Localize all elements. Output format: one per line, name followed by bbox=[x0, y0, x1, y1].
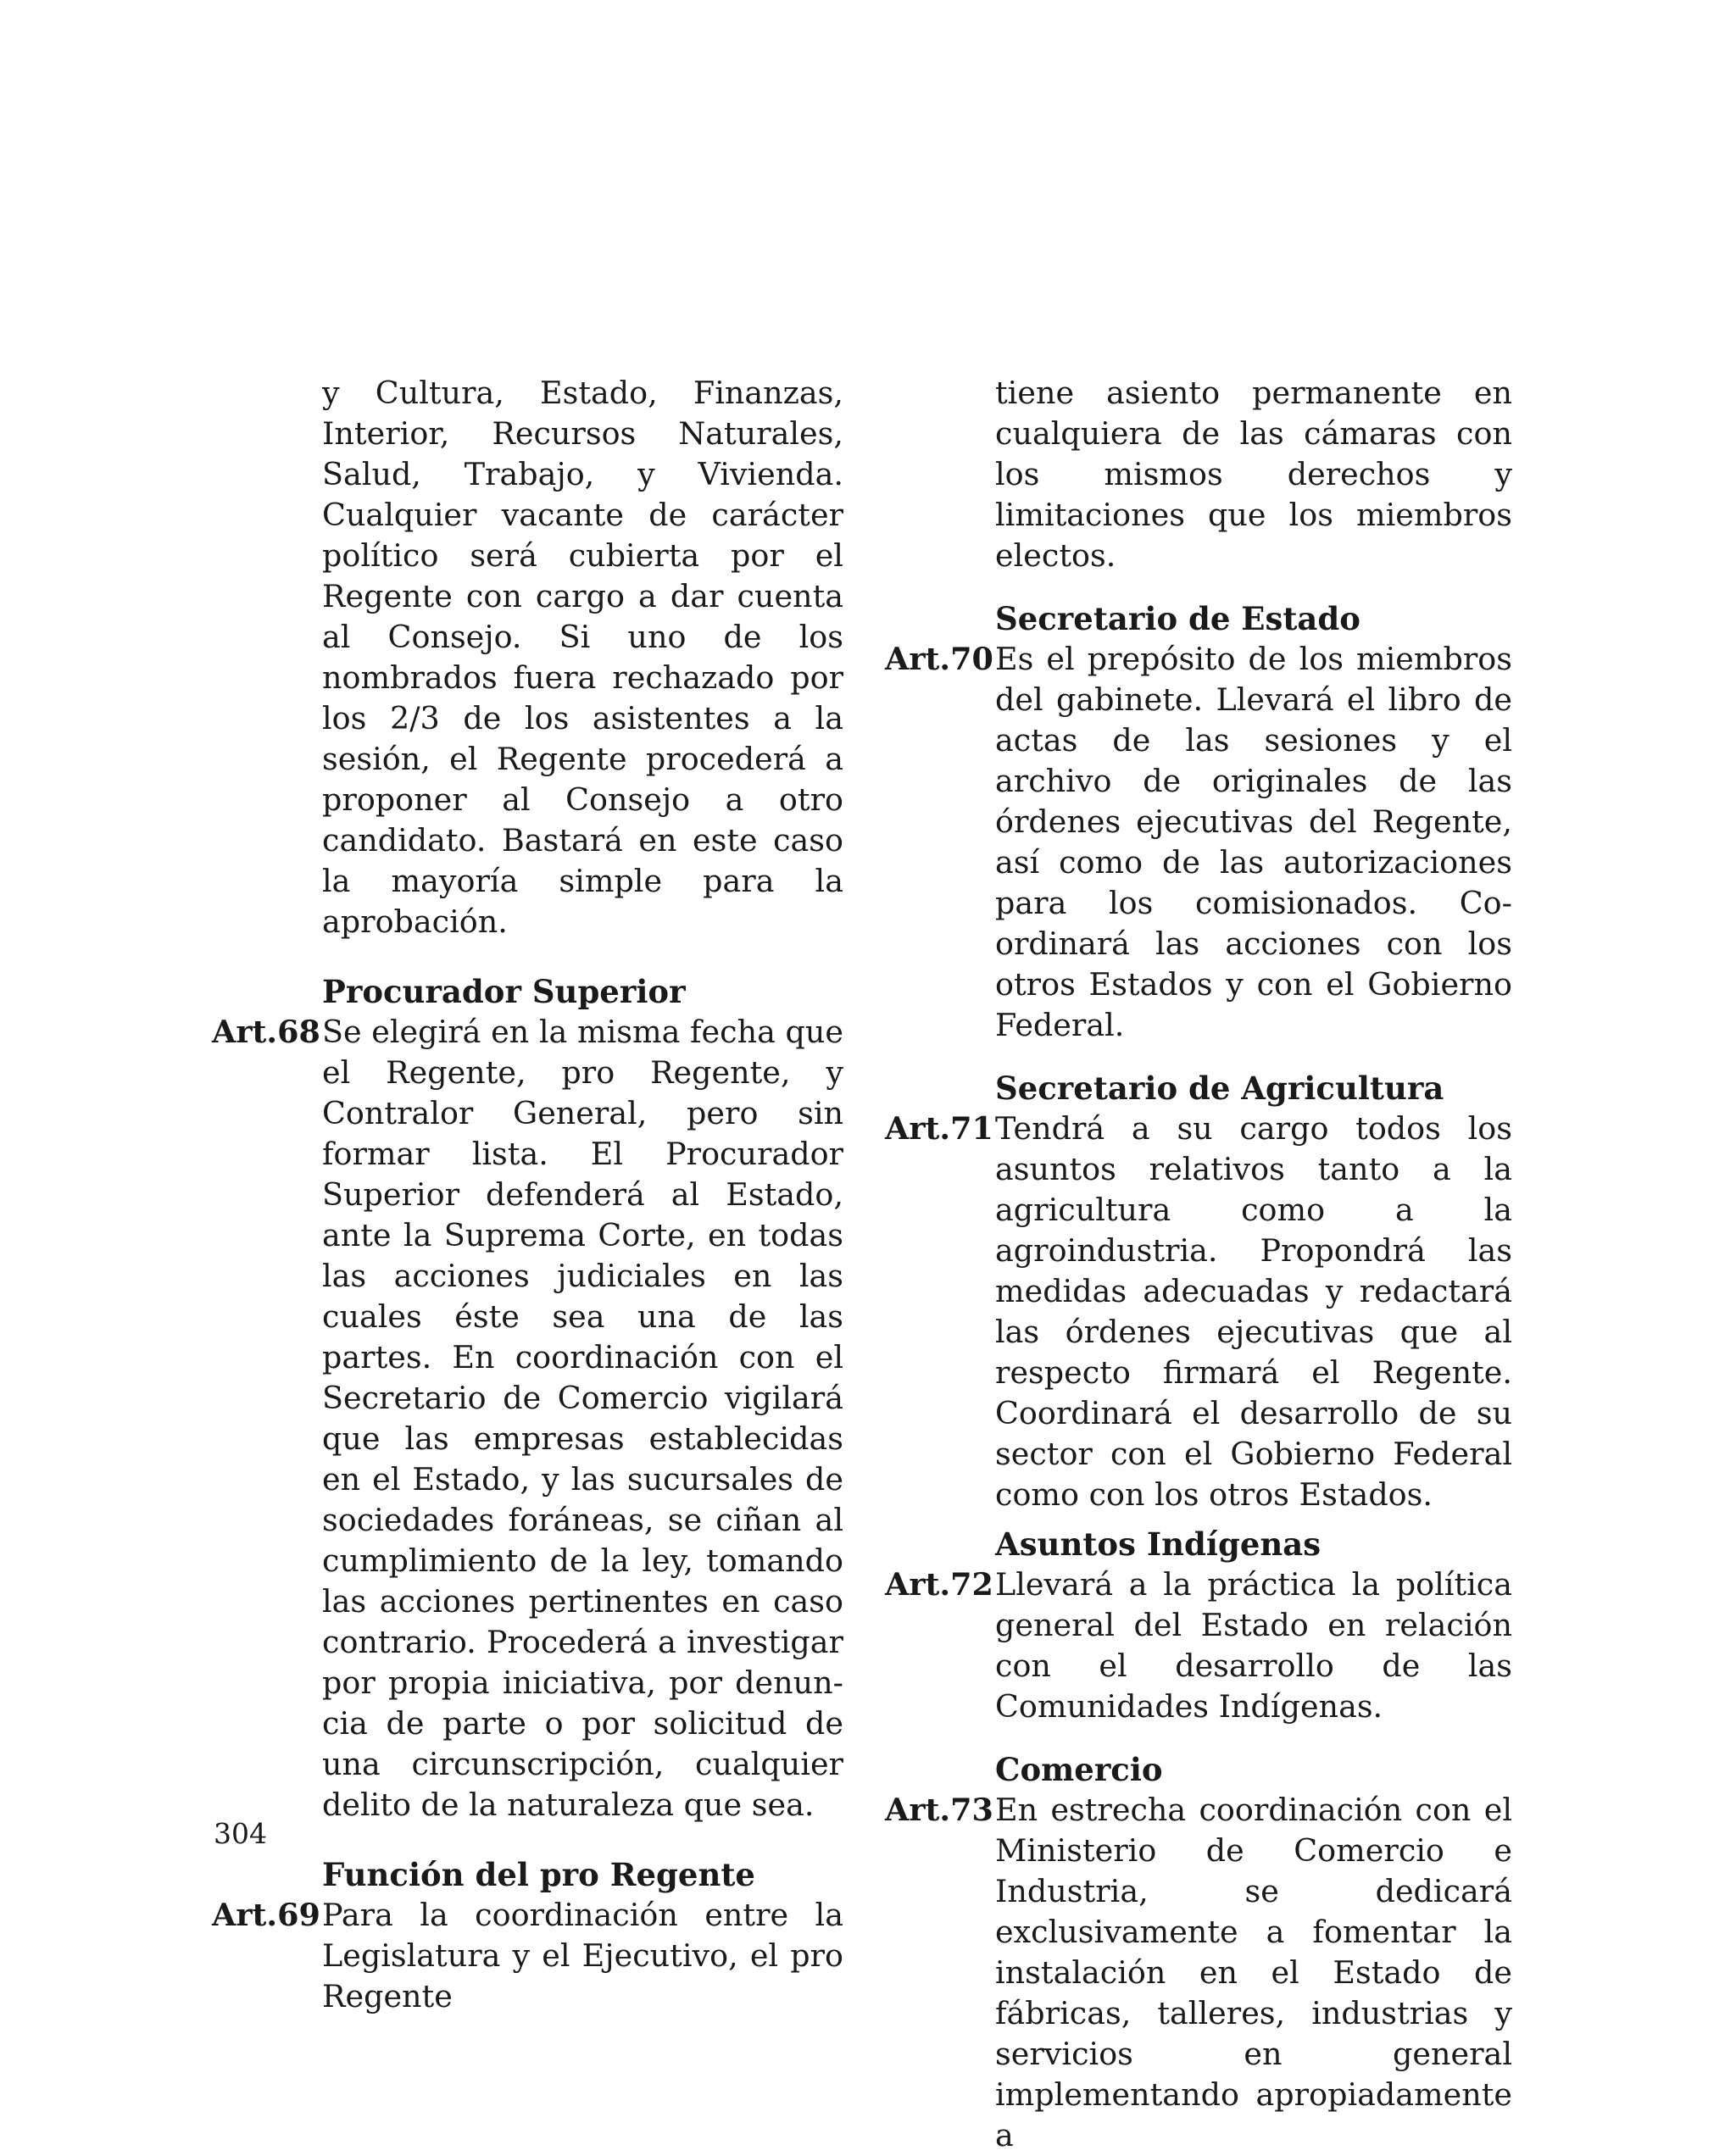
paragraph-text: tiene asiento permanente en cualquiera de las cámaras con los mismos derechos y limitaciones que los miembros electos. bbox=[995, 375, 1512, 574]
paragraph-text: y Cultura, Estado, Finanzas, Interior, Recursos Naturales, Salud, Trabajo, y Vivienda. Cualquier vacante de carácter político será cubierta por el Regente con cargo a dar cuenta al Consejo. Si uno de los nombrados fuera rechazado por los 2/3 de los asistentes a la sesión, el Regente procederá a proponer al Consejo a otro candidato. Bastará en este caso la mayoría simple para la aprobación. bbox=[322, 375, 843, 940]
section-heading: Comercio bbox=[995, 1751, 1163, 1788]
article-paragraph bbox=[885, 1790, 1512, 2156]
article-text: Llevará a la práctica la política general del Estado en relación con el desarrollo de las Comunidades Indígenas. bbox=[995, 1566, 1512, 1725]
article-text: Es el prepósito de los miembros del gabinete. Llevará el libro de actas de las sesiones y el archivo de originales de las órdenes ejecutivas del Regente, así como de las autorizaciones para los comisionados. Coordinará las acciones con los otros Estados y con el Gobierno Federal. bbox=[995, 641, 1512, 1043]
section-heading: Procurador Superior bbox=[322, 973, 686, 1010]
article-text: Para la coordinación entre la Legislatura y el Ejecutivo, el pro Regente bbox=[322, 1897, 843, 2014]
section-heading: Secretario de Estado bbox=[995, 600, 1360, 637]
article-number: Art.73 bbox=[885, 1792, 993, 1828]
article-text: Se elegirá en la misma fecha que el Regente, pro Regente, y Contralor General, pero sin formar lista. El Procurador Superior defenderá al Estado, ante la Suprema Corte, en todas las acciones judiciales en las cuales éste sea una de las partes. En coordinación con el Secretario de Comercio vigilará que las empresas establecidas en el Estado, y las sucursales de sociedades foráneas, se ciñan al cumplimiento de la ley, tomando las acciones pertinentes en caso contrario. Procederá a investigar por propia iniciativa, por denuncia de parte o por solicitud de una circunscripción, cualquier delito de la naturaleza que sea. bbox=[322, 1014, 843, 1823]
article-number: Art.68 bbox=[212, 1014, 320, 1050]
article-paragraph bbox=[212, 1895, 843, 2017]
article-text: Tendrá a su cargo todos los asuntos relativos tanto a la agricultura como a la agroindustria. Propondrá las medidas adecuadas y redactará las órdenes ejecutivas que al respecto firmará el Regente. Coordinará el desarrollo de su sector con el Gobierno Federal como con los otros Estados. bbox=[995, 1110, 1512, 1513]
right-column bbox=[885, 373, 1512, 2156]
continued-paragraph bbox=[995, 373, 1512, 576]
section-heading: Función del pro Regente bbox=[322, 1856, 755, 1893]
left-column bbox=[212, 373, 843, 2017]
article-paragraph bbox=[212, 1012, 843, 1825]
article-number: Art.69 bbox=[212, 1897, 320, 1933]
continued-paragraph bbox=[322, 373, 843, 942]
section-heading: Asuntos Indígenas bbox=[995, 1525, 1321, 1563]
article-paragraph bbox=[885, 639, 1512, 1046]
article-paragraph bbox=[885, 1564, 1512, 1727]
article-text: En estrecha coordinación con el Ministerio de Comercio e Industria, se dedicará exclusivamente a fomentar la instalación en el Estado de fábricas, talleres, industrias y servicios en general implementando apropiadamente a bbox=[995, 1792, 1512, 2153]
article-number: Art.72 bbox=[885, 1566, 993, 1603]
article-number: Art.70 bbox=[885, 641, 993, 677]
section-heading: Secretario de Agricultura bbox=[995, 1070, 1444, 1107]
article-paragraph bbox=[885, 1109, 1512, 1515]
article-number: Art.71 bbox=[885, 1110, 993, 1147]
page-number: 304 bbox=[214, 1817, 267, 1850]
